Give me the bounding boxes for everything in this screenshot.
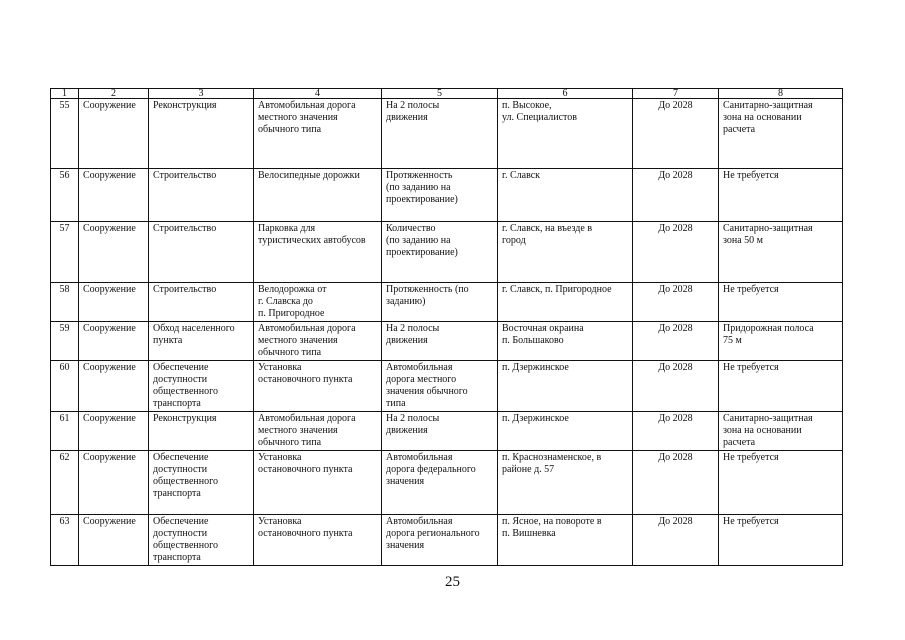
location-cell: п. Краснознаменское, в районе д. 57 (498, 451, 633, 515)
object-name-cell: Автомобильная дорога местного значения обычного типа (254, 99, 382, 169)
table-body (51, 99, 843, 566)
table-row (51, 361, 843, 412)
table-row (51, 451, 843, 515)
activity-cell: Строительство (149, 283, 254, 322)
table-row (51, 99, 843, 169)
object-name-cell: Автомобильная дорога местного значения обычного типа (254, 412, 382, 451)
row-number-cell: 57 (51, 222, 79, 283)
object-name-cell: Установка остановочного пункта (254, 361, 382, 412)
characteristics-cell: Протяженность (по заданию) (382, 283, 498, 322)
protection-zone-cell: Санитарно-защитная зона 50 м (719, 222, 843, 283)
object-type-cell: Сооружение (79, 283, 149, 322)
location-cell: Восточная окраина п. Большаково (498, 322, 633, 361)
protection-zone-cell: Не требуется (719, 451, 843, 515)
object-type-cell: Сооружение (79, 322, 149, 361)
location-cell: п. Высокое, ул. Специалистов (498, 99, 633, 169)
column-header: 4 (254, 89, 382, 99)
table-row (51, 169, 843, 222)
activity-cell: Строительство (149, 169, 254, 222)
row-number-cell: 60 (51, 361, 79, 412)
row-number-cell: 59 (51, 322, 79, 361)
table-row (51, 222, 843, 283)
deadline-cell: До 2028 (633, 515, 719, 566)
object-type-cell: Сооружение (79, 515, 149, 566)
protection-zone-cell: Придорожная полоса 75 м (719, 322, 843, 361)
row-number-cell: 56 (51, 169, 79, 222)
characteristics-cell: На 2 полосы движения (382, 99, 498, 169)
protection-zone-cell: Не требуется (719, 361, 843, 412)
object-name-cell: Установка остановочного пункта (254, 515, 382, 566)
protection-zone-cell: Не требуется (719, 283, 843, 322)
location-cell: г. Славск (498, 169, 633, 222)
object-name-cell: Автомобильная дорога местного значения обычного типа (254, 322, 382, 361)
protection-zone-cell: Санитарно-защитная зона на основании расчета (719, 99, 843, 169)
row-number-cell: 61 (51, 412, 79, 451)
deadline-cell: До 2028 (633, 99, 719, 169)
table-row (51, 283, 843, 322)
object-name-cell: Установка остановочного пункта (254, 451, 382, 515)
deadline-cell: До 2028 (633, 412, 719, 451)
column-header: 5 (382, 89, 498, 99)
deadline-cell: До 2028 (633, 283, 719, 322)
column-header: 1 (51, 89, 79, 99)
column-header: 7 (633, 89, 719, 99)
deadline-cell: До 2028 (633, 322, 719, 361)
location-cell: г. Славск, п. Пригородное (498, 283, 633, 322)
row-number-cell: 58 (51, 283, 79, 322)
column-number-row (51, 89, 843, 99)
object-name-cell: Велодорожка от г. Славска до п. Пригородное (254, 283, 382, 322)
deadline-cell: До 2028 (633, 451, 719, 515)
activity-cell: Обеспечение доступности общественного транспорта (149, 451, 254, 515)
object-name-cell: Парковка для туристических автобусов (254, 222, 382, 283)
table-row (51, 515, 843, 566)
activity-cell: Обход населенного пункта (149, 322, 254, 361)
location-cell: п. Дзержинское (498, 412, 633, 451)
object-type-cell: Сооружение (79, 169, 149, 222)
characteristics-cell: Автомобильная дорога местного значения обычного типа (382, 361, 498, 412)
characteristics-cell: На 2 полосы движения (382, 412, 498, 451)
object-name-cell: Велосипедные дорожки (254, 169, 382, 222)
protection-zone-cell: Не требуется (719, 169, 843, 222)
characteristics-cell: Количество (по заданию на проектирование) (382, 222, 498, 283)
page-number: 25 (445, 574, 460, 590)
object-type-cell: Сооружение (79, 99, 149, 169)
location-cell: п. Дзержинское (498, 361, 633, 412)
protection-zone-cell: Санитарно-защитная зона на основании расчета (719, 412, 843, 451)
activity-cell: Обеспечение доступности общественного транспорта (149, 361, 254, 412)
column-header: 8 (719, 89, 843, 99)
activity-cell: Реконструкция (149, 412, 254, 451)
object-type-cell: Сооружение (79, 412, 149, 451)
column-header: 2 (79, 89, 149, 99)
characteristics-cell: На 2 полосы движения (382, 322, 498, 361)
row-number-cell: 55 (51, 99, 79, 169)
column-header: 3 (149, 89, 254, 99)
deadline-cell: До 2028 (633, 169, 719, 222)
location-cell: г. Славск, на въезде в город (498, 222, 633, 283)
object-type-cell: Сооружение (79, 361, 149, 412)
activity-cell: Обеспечение доступности общественного транспорта (149, 515, 254, 566)
characteristics-cell: Автомобильная дорога регионального значения (382, 515, 498, 566)
row-number-cell: 63 (51, 515, 79, 566)
table-row (51, 412, 843, 451)
location-cell: п. Ясное, на повороте в п. Вишневка (498, 515, 633, 566)
characteristics-cell: Протяженность (по заданию на проектирование) (382, 169, 498, 222)
characteristics-cell: Автомобильная дорога федерального значения (382, 451, 498, 515)
table-row (51, 322, 843, 361)
planning-table (50, 88, 843, 566)
deadline-cell: До 2028 (633, 222, 719, 283)
object-type-cell: Сооружение (79, 451, 149, 515)
object-type-cell: Сооружение (79, 222, 149, 283)
activity-cell: Реконструкция (149, 99, 254, 169)
row-number-cell: 62 (51, 451, 79, 515)
deadline-cell: До 2028 (633, 361, 719, 412)
protection-zone-cell: Не требуется (719, 515, 843, 566)
activity-cell: Строительство (149, 222, 254, 283)
column-header: 6 (498, 89, 633, 99)
